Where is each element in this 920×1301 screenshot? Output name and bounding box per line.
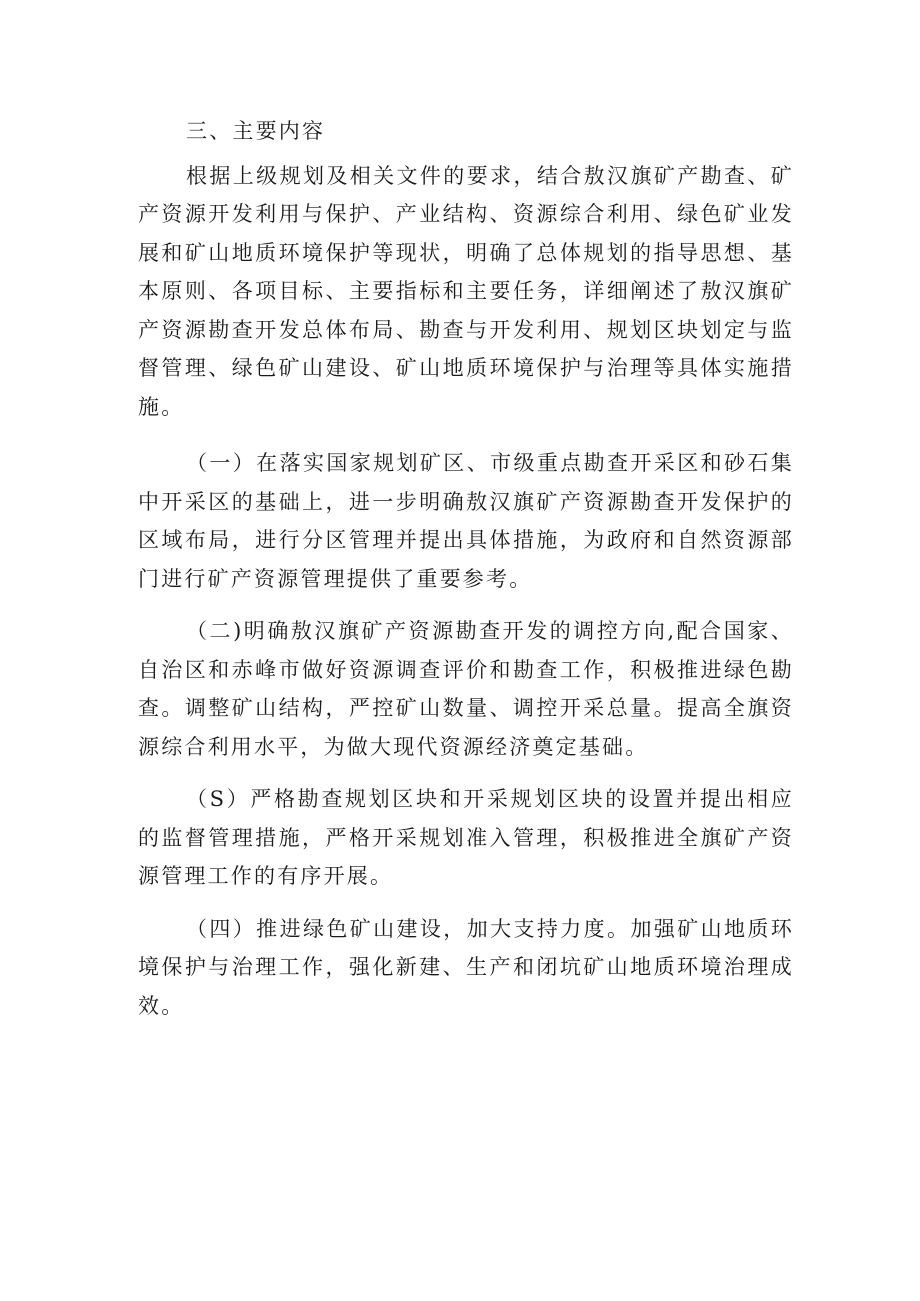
paragraph-item-4: （四）推进绿色矿山建设，加大支持力度。加强矿山地质环境保护与治理工作，强化新建、生产和闭坑矿山地质环境治理成效。: [138, 916, 794, 1018]
document-body: [138, 112, 794, 1039]
paragraph-item-2: （二)明确敖汉旗矿产资源勘查开发的调控方向,配合国家、自治区和赤峰市做好资源调查评价和勘查工作，积极推进绿色勘查。调整矿山结构，严控矿山数量、调控开采总量。提高全旗资源综合利用水平，为做大现代资源经济奠定基础。: [138, 619, 794, 759]
paragraph-intro: 根据上级规划及相关文件的要求，结合敖汉旗矿产勘查、矿产资源开发利用与保护、产业结构、资源综合利用、绿色矿业发展和矿山地质环境保护等现状，明确了总体规划的指导思想、基本原则、各项目标、主要指标和主要任务，详细阐述了敖汉旗矿产资源勘查开发总体布局、勘查与开发利用、规划区块划定与监督管理、绿色矿山建设、矿山地质环境保护与治理等具体实施措施。: [138, 163, 794, 419]
section-heading: 三、主要内容: [186, 119, 326, 143]
paragraph-item-3: （S）严格勘查规划区块和开采规划区块的设置并提出相应的监督管理措施，严格开采规划准入管理，积极推进全旗矿产资源管理工作的有序开展。: [138, 787, 794, 888]
paragraph-item-1: （一）在落实国家规划矿区、市级重点勘查开采区和砂石集中开采区的基础上，进一步明确敖汉旗矿产资源勘查开发保护的区域布局，进行分区管理并提出具体措施，为政府和自然资源部门进行矿产资源管理提供了重要参考。: [138, 451, 794, 591]
